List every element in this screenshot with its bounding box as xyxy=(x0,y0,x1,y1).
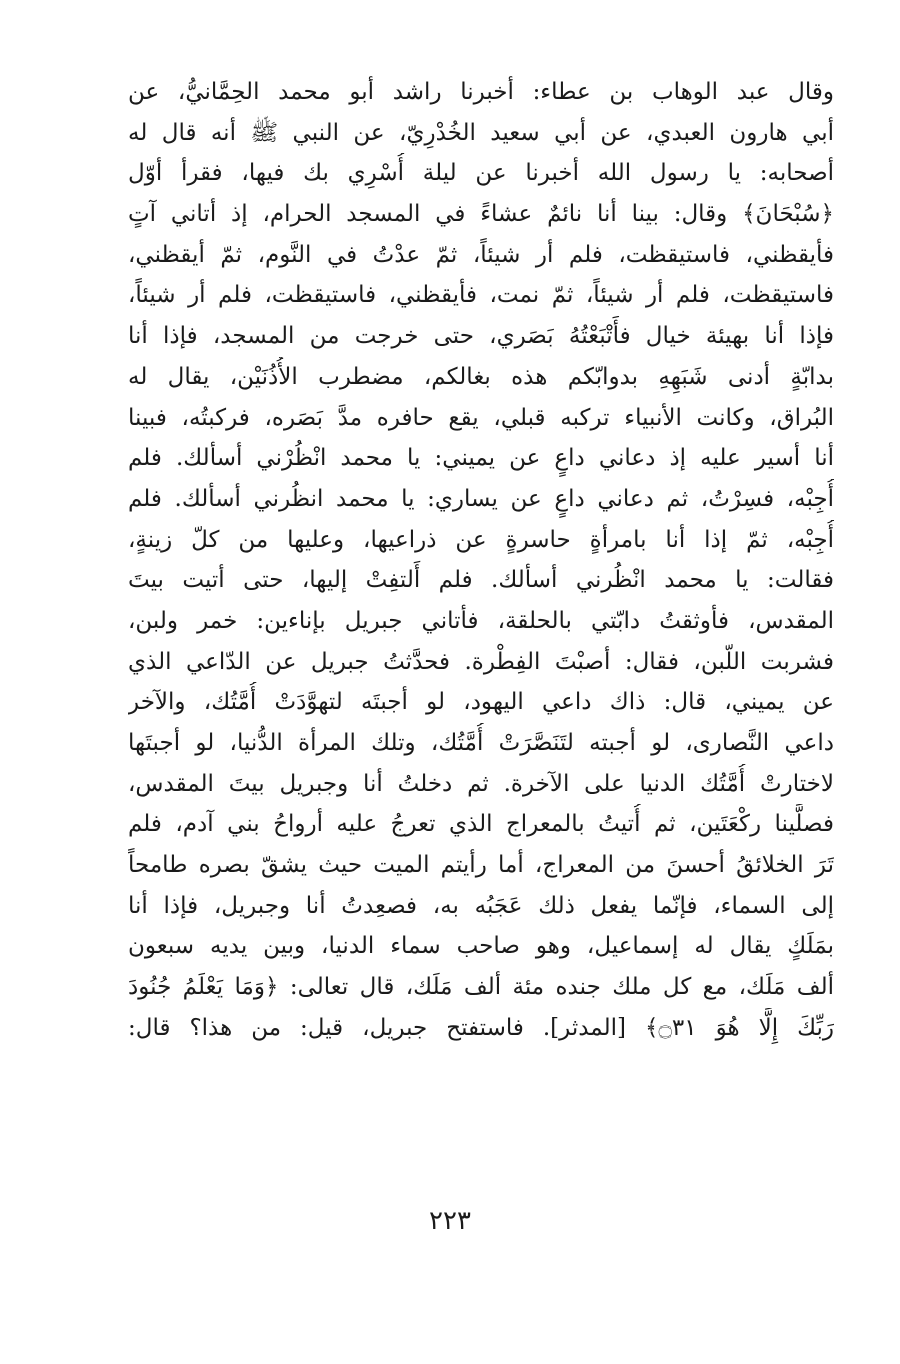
text-line: أُجِبْه، ثمّ إذا أنا بامرأةٍ حاسرةٍ عن ذراعيها، وعليها من كلّ زينةٍ، xyxy=(128,526,834,553)
text-line: بمَلَكٍ يقال له إسماعيل، وهو صاحب سماء الدنيا، وبين يديه سبعون xyxy=(128,933,834,960)
text-line: ألف مَلَك، مع كل ملك جنده مئة ألف مَلَك، قال تعالى: ﴿وَمَا يَعْلَمُ جُنُودَ xyxy=(128,974,834,1001)
text-line: تَرَ الخلائقُ أحسنَ من المعراج، أما رأيتم الميت حيث يشقّ بصره طامحاً xyxy=(128,852,834,879)
text-line: لاختارتْ أُمَّتُك الدنيا على الآخرة. ثم دخلتُ أنا وجبريل بيتَ المقدس، xyxy=(128,770,834,797)
text-line: فاستيقظت، فلم أر شيئاً، ثمّ نمت، فأيقظني، فاستيقظت، فلم أر شيئاً، xyxy=(128,282,834,309)
text-line: فصلَّينا ركْعَتَين، ثم أُتيتُ بالمعراج الذي تعرجُ عليه أرواحُ بني آدم، فلم xyxy=(128,811,834,838)
text-line: البُراق، وكانت الأنبياء تركبه قبلي، يقع حافره مدَّ بَصَره، فركبتُه، فبينا xyxy=(128,404,834,431)
text-line: أُجِبْه، فسِرْتُ، ثم دعاني داعٍ عن يساري: يا محمد انظُرني أسألك. فلم xyxy=(128,485,834,512)
text-line: أنا أسير عليه إذ دعاني داعٍ عن يميني: يا محمد انْظُرْني أسألك. فلم xyxy=(128,445,834,472)
text-line: بدابّةٍ أدنى شَبَهِهِ بدوابّكم هذه بغالكم، مضطرب الأُذُنَيْن، يقال له xyxy=(128,363,834,390)
text-line: ﴿سُبْحَانَ﴾ وقال: بينا أنا نائمٌ عشاءً في المسجد الحرام، إذ أتاني آتٍ xyxy=(128,201,834,228)
text-line: فأيقظني، فاستيقظت، فلم أر شيئاً، ثمّ عدْتُ في النَّوم، ثمّ أيقظني، xyxy=(128,241,834,268)
text-line: أبي هارون العبدي، عن أبي سعيد الخُدْرِيّ، عن النبي ﷺ أنه قال له xyxy=(128,119,834,146)
text-line: فقالت: يا محمد انْظُرني أسألك. فلم أَلتفِتْ إليها، حتى أتيت بيتَ xyxy=(128,567,834,594)
text-line: داعي النَّصارى، لو أجبته لتَنَصَّرَتْ أُمَّتُك، وتلك المرأة الدُّنيا، لو أجبتَها xyxy=(128,730,834,756)
text-line: وقال عبد الوهاب بن عطاء: أخبرنا راشد أبو محمد الحِمَّانيُّ، عن xyxy=(128,79,834,105)
body-text xyxy=(128,72,834,1049)
text-line: أصحابه: يا رسول الله أخبرنا عن ليلة أُسْرِي بك فيها، فقرأ أوّل xyxy=(128,160,834,187)
text-line: فإذا أنا بهيئة خيال فأَتْبَعْتُهُ بَصَري، حتى خرجت من المسجد، فإذا أنا xyxy=(128,323,834,350)
text-line: المقدس، فأوثقتُ دابّتي بالحلقة، فأتاني جبريل بإناءين: خمر ولبن، xyxy=(128,607,834,634)
text-line: إلى السماء، فإنّما يفعل ذلك عَجَبُه به، فصعِدتُ أنا وجبريل، فإذا أنا xyxy=(128,892,834,919)
text-line: عن يميني، قال: ذاك داعي اليهود، لو أجبتَه لتهوَّدَتْ أُمَّتُك، والآخر xyxy=(128,689,834,716)
text-line: فشربت اللّبن، فقال: أصبْتَ الفِطْرة. فحدَّثتُ جبريل عن الدّاعي الذي xyxy=(128,648,834,675)
page-number: ٢٢٣ xyxy=(429,1206,471,1236)
text-line: رَبِّكَ إِلَّا هُوَ ۝٣١﴾ [المدثر]. فاستفتح جبريل، قيل: من هذا؟ قال: xyxy=(128,1014,834,1041)
